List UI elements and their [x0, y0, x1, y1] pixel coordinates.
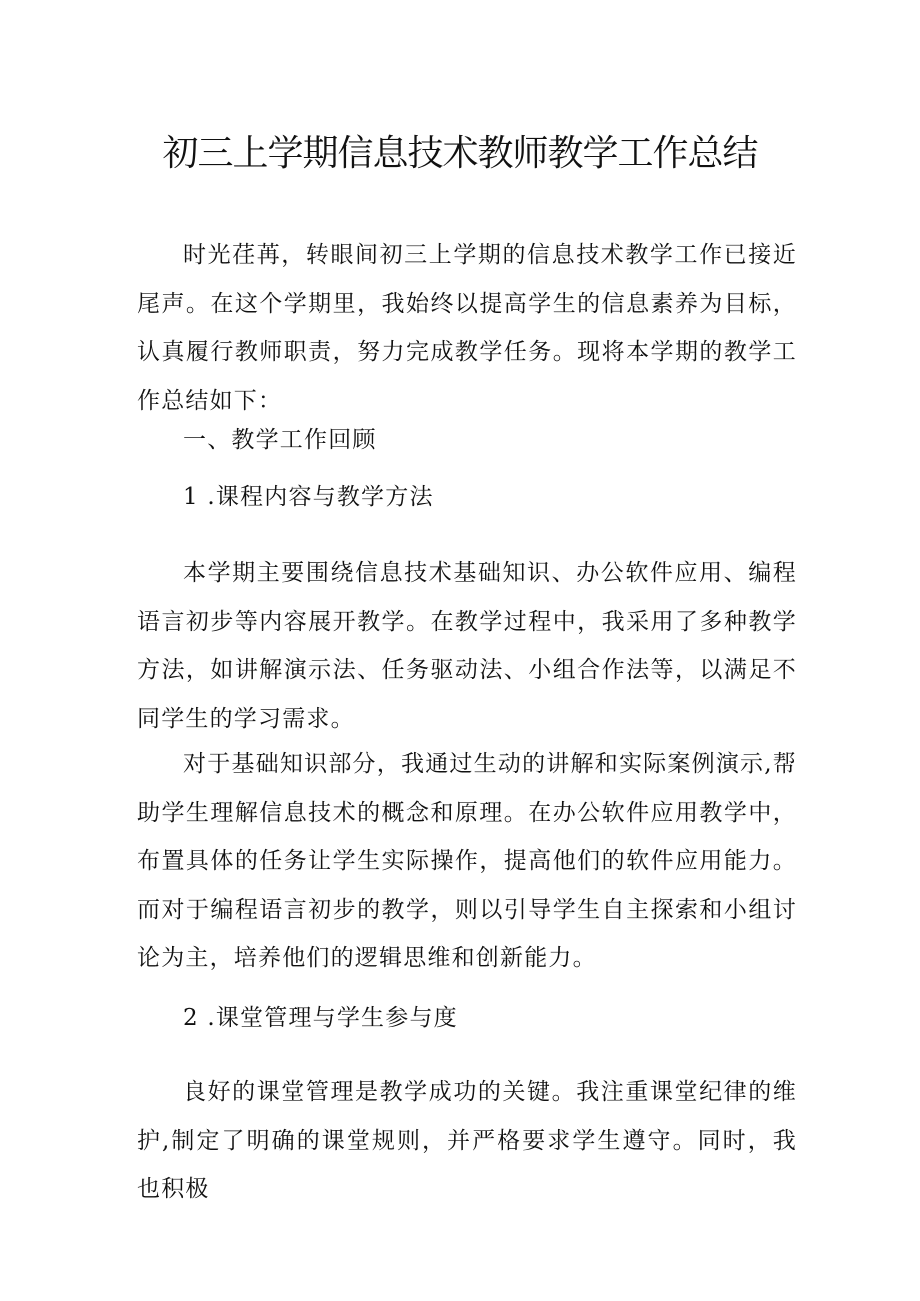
intro-block: [137, 231, 797, 425]
subsection-1-paragraph-2-block: [137, 740, 797, 983]
subsection-1-heading: 1 .课程内容与教学方法: [183, 484, 434, 510]
subsection-2-paragraph-1: 良好的课堂管理是教学成功的关键。我注重课堂纪律的维护,制定了明确的课堂规则，并严格要求学生遵守。同时，我也积极: [137, 1079, 797, 1202]
section-1-heading-block: [137, 416, 797, 464]
subsection-1-paragraph-2: 对于基础知识部分，我通过生动的讲解和实际案例演示,帮助学生理解信息技术的概念和原理。在办公软件应用教学中，布置具体的任务让学生实际操作，提高他们的软件应用能力。而对于编程语言初步的教学，则以引导学生自主探索和小组讨论为主，培养他们的逻辑思维和创新能力。: [137, 751, 797, 971]
document-title: 初三上学期信息技术教师教学工作总结: [162, 133, 758, 174]
subsection-1-paragraph-1: 本学期主要围绕信息技术基础知识、办公软件应用、编程语言初步等内容展开教学。在教学过程中，我采用了多种教学方法，如讲解演示法、任务驱动法、小组合作法等，以满足不同学生的学习需求。: [137, 560, 797, 732]
subsection-2-paragraph-1-block: [137, 1068, 797, 1214]
section-1-heading: 一、教学工作回顾: [183, 427, 377, 453]
subsection-2-heading: 2 .课堂管理与学生参与度: [183, 1005, 458, 1031]
subsection-1-heading-block: [137, 473, 797, 521]
intro-paragraph: 时光荏苒，转眼间初三上学期的信息技术教学工作已接近尾声。在这个学期里，我始终以提高学生的信息素养为目标，认真履行教师职责，努力完成教学任务。现将本学期的教学工作总结如下：: [137, 242, 797, 414]
subsection-1-paragraph-1-block: [137, 549, 797, 743]
subsection-2-heading-block: [137, 994, 797, 1042]
